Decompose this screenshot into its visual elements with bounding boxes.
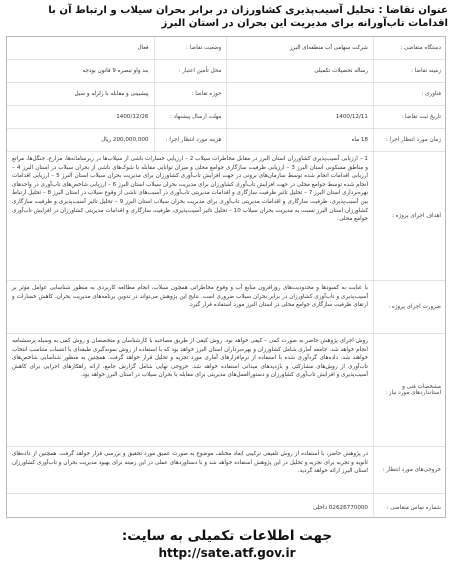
- org-value: شرکت سهامی آب منطقه‌ای البرز: [289, 44, 368, 51]
- row-specs: [7, 334, 445, 447]
- outputs-label: خروجی‌های مورد انتظار :: [373, 447, 445, 493]
- row-objectives: [7, 152, 445, 281]
- date-value: 1400/12/11: [335, 113, 368, 120]
- necessity-value: با عنایت به کمبودها و محدودیت‌های روزافزون منابع آب و وقوع مخاطراتی همچون سیلاب، انجام مطالعه کاربردی به منظور شناسایی عوامل موثر بر آسیب‌پذیری و تاب‌آوری کشاورزان در برابر بحران سیلاب ضروری است. نتایج این پژوهش می‌تواند در تدوین برنامه‌های مدیریت بحران، کاهش خسارات و ارتقای ظرفیت سازگاری جوامع محلی در استان البرز مورد استفاده قرار گیرد.: [12, 285, 368, 309]
- deadline-label: مهلت ارسال پیشنهاد :: [154, 106, 226, 128]
- specs-label: مشخصات فنی و استانداردهای مورد نیاز :: [373, 334, 445, 446]
- row-outputs: [7, 447, 445, 494]
- type-value: پیشبینی و مقابله با زلزله و سیل: [74, 90, 149, 97]
- necessity-label: ضرورت اجرای پروژه :: [373, 281, 445, 333]
- budget-label: هزینه مورد انتظار اجرا :: [154, 129, 226, 151]
- date-label: تاریخ ثبت تقاضا :: [373, 106, 445, 128]
- mission-label: زمینه تقاضا :: [373, 60, 445, 82]
- objectives-label: اهداف اجرای پروژه :: [373, 152, 445, 280]
- contact-value: 02626770000 داخلی: [313, 504, 368, 511]
- duration-value: 18 ماه: [351, 136, 368, 143]
- duration-label: زمان مورد انتظار اجرا :: [373, 129, 445, 151]
- outputs-value: در پژوهش حاضر، با استفاده از روش تلفیقی ترکیبی ابعاد مختلف موضوع به صورت عمیق مورد تحقیق و بررسی قرار خواهد گرفت. همچنین از داده‌های ثانویه و تجربه برای تجزیه و تحلیل در این پژوهش استفاده خواهد شد و با دستاوردهای عملی در این زمینه برای بهبود مدیریت بحران و تاب‌آوری کشاورزان استان البرز ارائه خواهد گردید.: [12, 451, 368, 475]
- org-label: دستگاه متقاضی :: [373, 37, 445, 59]
- funding-label: محل تأمین اعتبار :: [154, 60, 226, 82]
- funding-value: بند واو تبصره 9 قانون بودجه: [82, 67, 149, 74]
- footer-more-info: جهت اطلاعات تکمیلی به سایت:: [121, 528, 333, 544]
- footer: [0, 528, 454, 561]
- deadline-value: 1400/12/26: [116, 113, 149, 120]
- specs-value: روش اجرای پژوهش حاضر به صورت کمی – کیفی خواهد بود. روش کیفی از طریق مصاحبه با کارشناسان و متخصصان و روش کمی به وسیله پرسشنامه انجام خواهد شد. جامعه آماری شامل کشاورزان و بهره‌برداران استان البرز خواهد بود که با استفاده از روش نمونه‌گیری طبقه‌ای با انتساب متناسب انتخاب خواهند شد. داده‌های گردآوری شده با استفاده از نرم‌افزارهای آماری مورد تجزیه و تحلیل قرار خواهد گرفت. همچنین به منظور شناسایی شاخص‌های تاب‌آوری از روش‌های مشارکتی و بازدیدهای میدانی استفاده خواهد شد. خروجی نهایی شامل گزارش جامع، ارائه راهکارهای اجرایی برای کاهش آسیب‌پذیری و افزایش تاب‌آوری کشاورزان و دستورالعمل‌های مدیریتی برای مقابله با بحران سیلاب در استان البرز خواهد بود.: [12, 338, 368, 379]
- status-label: وضعیت تقاضا :: [154, 37, 226, 59]
- row-necessity: [7, 281, 445, 334]
- field-label: فناوری :: [373, 83, 445, 105]
- field-value: [227, 83, 374, 105]
- budget-value: 200,000,000 ریال: [101, 136, 149, 143]
- contact-label: شماره تماس متقاضی :: [373, 494, 445, 518]
- row-mission-funding: [7, 60, 445, 83]
- page-title: عنوان تقاضا : تحلیل آسیب‌پذیری کشاورزان در برابر بحران سیلاب و ارتباط آن با اقدامات تاب‌آورانه برای مدیریت این بحران در استان البرز: [48, 5, 448, 29]
- row-dates: [7, 106, 445, 129]
- footer-site-link[interactable]: http://sate.atf.gov.ir: [158, 546, 296, 560]
- mission-value: رساله تحصیلات تکمیلی: [314, 67, 368, 74]
- objectives-value: 1 – ارزیابی آسیب‌پذیری کشاورزان استان البرز در مقابل مخاطرات سیلاب 2 – ارزیابی خسارات ناشی از سیلاب‌ها در زیرسامانه‌ها، مزارع، جنگل‌ها، مراتع و مناطق مسکونی استان البرز 3 – ارزیابی ظرفیت سازگاری جوامع محلی و میزان توانایی مقابله با شوک‌های ناشی از بحران سیلاب در استان البرز 4 – ارزیابی اقدامات انجام شده توسط سازمان‌های برونی در جهت افزایش تاب‌آوری کشاورزان برای مدیریت بحران سیلاب استان البرز 5 – ارزیابی اقدامات انجام شده توسط جوامع محلی در جهت افزایش تاب‌آوری کشاورزان برای مدیریت بحران سیلاب استان البرز 6 – ارزیابی شاخص‌های تاب‌آوری در واحدهای بهره‌برداری استان البرز 7 – تحلیل تاثیر ظرفیت سازگاری و اقدامات مدیریتی تاب‌آوری در آسیب‌های ناشی از وقوع سیلاب در استان البرز 8 – تحلیل ارتباط بین آسیب‌پذیری، ظرفیت سازگاری و اقدامات مدیریتی تاب‌آوری برای مدیریت بحران سیلاب استان البرز 9 – تحلیل تاثیر آسیب‌پذیری و ظرفیت سازگاری کشاورزان استان البرز نسبت به مدیریت بحران سیلاب 10 – تحلیل تاثیر آسیب‌پذیری، ظرفیت سازگاری و اقدامات مدیریتی کشاورزان در افزایش تاب‌آوری جوامع محلی: [12, 156, 369, 223]
- row-org-status: [7, 37, 445, 60]
- row-field-type: [7, 83, 445, 106]
- type-label: حوزه تقاضا :: [154, 83, 226, 105]
- status-value: فعال: [137, 44, 149, 51]
- row-contact: [7, 494, 445, 518]
- row-duration-budget: [7, 129, 445, 152]
- request-details-table: [6, 36, 446, 518]
